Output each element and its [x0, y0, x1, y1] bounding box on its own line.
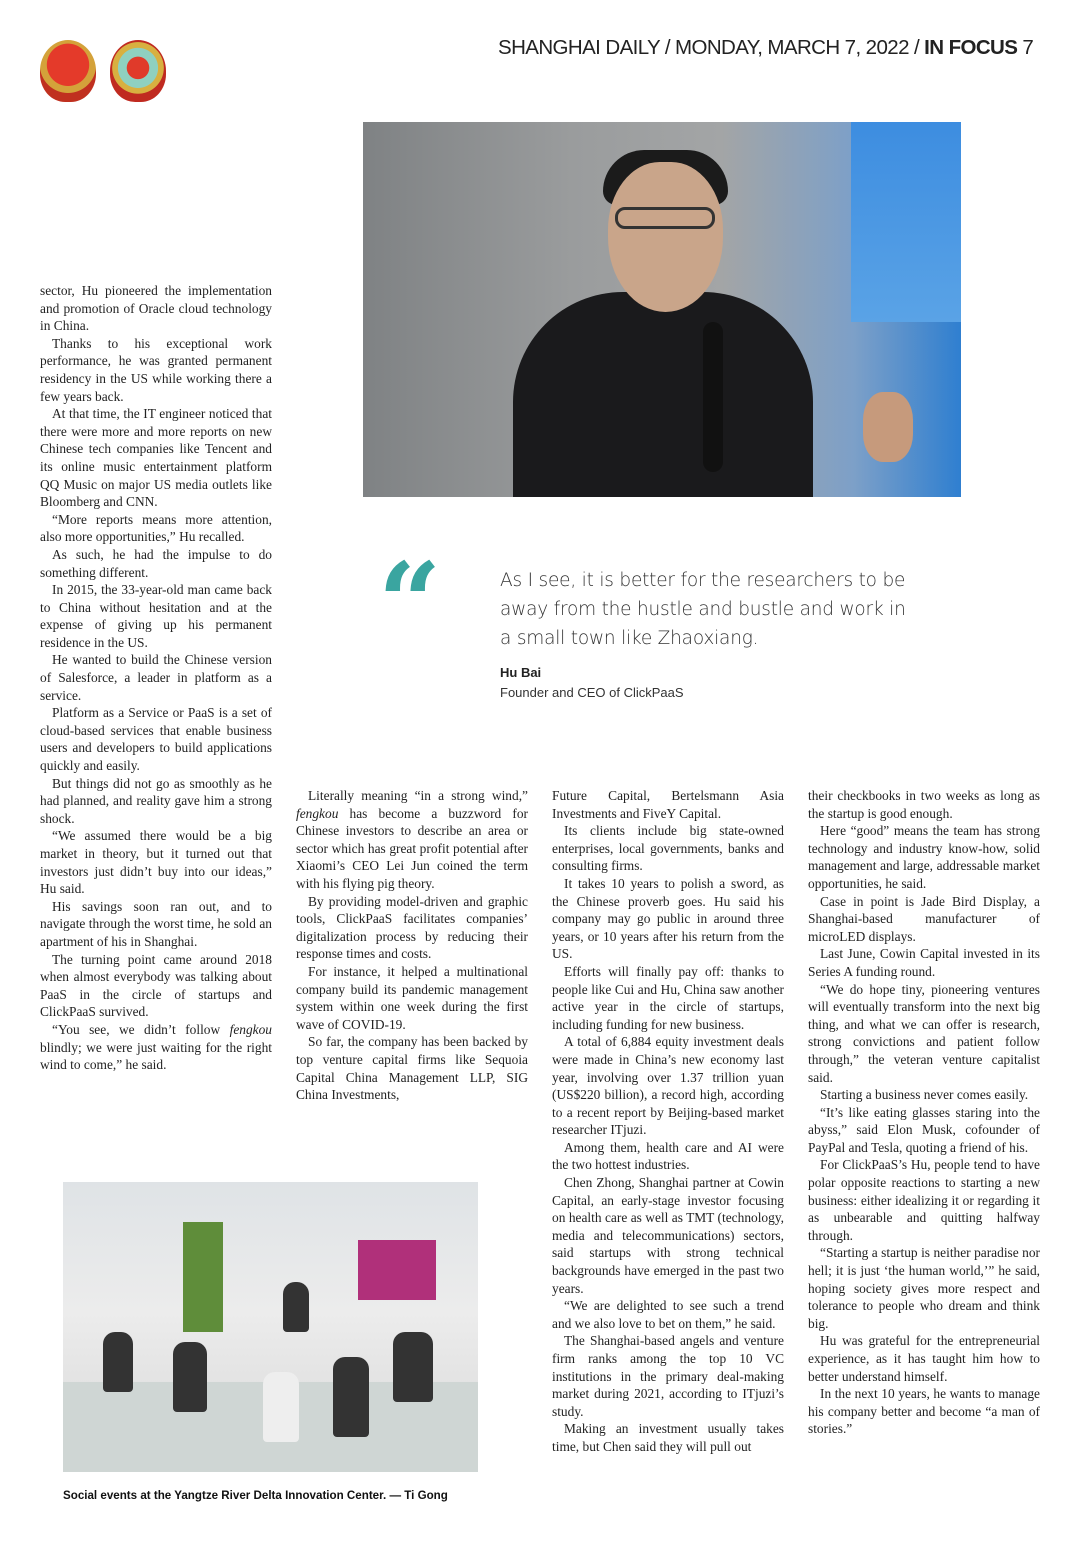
paragraph-text: Here “good” means the team has strong technology and industry know-how, solid management and large, addressable market opportunities, he said. [808, 823, 1040, 891]
photo-caption: Social events at the Yangtze River Delta Innovation Center. — Ti Gong [63, 1489, 448, 1502]
article-paragraph [552, 963, 784, 1033]
speaker-photo [363, 122, 961, 497]
paragraph-text: Starting a business never comes easily. [820, 1087, 1029, 1103]
article-paragraph [40, 335, 272, 405]
paragraph-text: sector, Hu pioneered the implementation and promotion of Oracle cloud technology in China. [40, 283, 272, 334]
article-column-4 [808, 787, 1040, 1438]
article-paragraph [552, 1420, 784, 1455]
article-paragraph [40, 651, 272, 704]
article-paragraph [296, 963, 528, 1033]
paragraph-text: Future Capital, Bertelsmann Asia Investments and FiveY Capital. [552, 788, 784, 821]
article-paragraph [808, 1086, 1040, 1104]
article-column-3 [552, 787, 784, 1456]
paragraph-text: “We are delighted to see such a trend and we also love to bet on them,” he said. [552, 1298, 784, 1331]
page-header [498, 36, 1033, 60]
italic-term: fengkou [229, 1021, 272, 1037]
paragraph-text: “We assumed there would be a big market in theory, but it turned out that investors just didn’t buy into our ideas,” Hu said. [40, 828, 272, 897]
article-paragraph [808, 893, 1040, 946]
paragraph-text: “More reports means more attention, also more opportunities,” Hu recalled. [40, 511, 272, 545]
paragraph-text: Among them, health care and AI were the two hottest industries. [552, 1139, 784, 1173]
article-paragraph [40, 827, 272, 897]
paragraph-text: Hu was grateful for the entrepreneurial experience, as it has taught him how to better understand himself. [808, 1333, 1040, 1384]
paragraph-text: A total of 6,884 equity investment deals were made in China’s new economy last year, involving over 1.37 trillion yuan (US$220 billion), a record high, according to a recent report by Beijing-based market researcher ITjuzi. [552, 1034, 784, 1138]
article-paragraph [296, 1033, 528, 1103]
article-paragraph [552, 1139, 784, 1174]
article-paragraph [40, 405, 272, 511]
paragraph-text: Last June, Cowin Capital invested in its Series A funding round. [808, 946, 1040, 979]
paragraph-text: has become a buzzword for Chinese investors to describe an area or sector which has great profit potential after Xiaomi’s CEO Lei Jun coined the term with his flying pig theory. [296, 805, 528, 891]
article-paragraph [808, 822, 1040, 892]
article-paragraph [552, 875, 784, 963]
article-column-1 [40, 282, 272, 1074]
paragraph-text: As such, he had the impulse to do something different. [40, 546, 272, 580]
paragraph-text: But things did not go as smoothly as he had planned, and reality gave him a strong shock. [40, 775, 272, 826]
paragraph-text: In the next 10 years, he wants to manage his company better and become “a man of stories.” [808, 1386, 1040, 1437]
article-paragraph [296, 893, 528, 963]
paragraph-text: Literally meaning “in a strong wind,” [308, 788, 528, 803]
article-paragraph [40, 898, 272, 951]
article-paragraph [40, 1021, 272, 1074]
paragraph-text: “Starting a startup is neither paradise nor hell; it is just ‘the human world,’” he said, hoping society gives more respect and tolerance to people who dream and think big. [808, 1245, 1040, 1331]
paragraph-text: Platform as a Service or PaaS is a set of cloud-based services that enable business users and developers to build applications quickly and easily. [40, 705, 272, 774]
header-page-number: 7 [1017, 36, 1034, 59]
article-paragraph [40, 282, 272, 335]
quote-mark-icon: “ [378, 538, 442, 667]
paragraph-text: Efforts will finally pay off: thanks to people like Cui and Hu, China saw another active year in the circle of startups, including funding for new business. [552, 963, 784, 1032]
cppcc-emblem-logo [110, 40, 166, 102]
paragraph-text: At that time, the IT engineer noticed that there were more and more reports on new Chinese tech companies like Tencent and its online music entertainment platform QQ Music on major US media outlets like Bloomberg and CNN. [40, 406, 272, 510]
article-paragraph [40, 546, 272, 581]
header-publication-date: SHANGHAI DAILY / MONDAY, MARCH 7, 2022 / [498, 36, 925, 59]
paragraph-text: Case in point is Jade Bird Display, a Shanghai-based manufacturer of microLED displays. [808, 893, 1040, 944]
paragraph-text: Thanks to his exceptional work performance, he was granted permanent residency in the US while working there a few years back. [40, 335, 272, 404]
pull-quote-text: As I see, it is better for the researchers to be away from the hustle and bustle and work in a small town like Zhaoxiang. [500, 570, 906, 649]
article-paragraph [552, 822, 784, 875]
article-paragraph [40, 581, 272, 651]
paragraph-text: their checkbooks in two weeks as long as the startup is good enough. [808, 788, 1040, 821]
paragraph-text: “You see, we didn’t follow [52, 1021, 230, 1037]
paragraph-text: For ClickPaaS’s Hu, people tend to have polar opposite reactions to starting a new business: either idealizing it or regarding it as unbearable and quitting halfway through. [808, 1157, 1040, 1243]
article-paragraph [552, 1033, 784, 1139]
article-paragraph [808, 981, 1040, 1087]
article-column-2 [296, 787, 528, 1104]
paragraph-text: “It’s like eating glasses staring into the abyss,” said Elon Musk, cofounder of PayPal and Tesla, quoting a friend of his. [808, 1104, 1040, 1155]
paragraph-text: The turning point came around 2018 when almost everybody was talking about PaaS in the circle of startups and ClickPaaS survived. [40, 951, 272, 1020]
paragraph-text: So far, the company has been backed by top venture capital firms like Sequoia Capital China Management LLP, SIG China Investments, [296, 1034, 528, 1103]
paragraph-text: The Shanghai-based angels and venture firm ranks among the top 10 VC institutions in the primary deal-making market during 2021, according to ITjuzi’s study. [552, 1333, 784, 1419]
national-emblem-logo [40, 40, 96, 102]
paragraph-text: By providing model-driven and graphic tools, ClickPaaS facilitates companies’ digitalization process by reducing their response times and costs. [296, 893, 528, 962]
article-paragraph [296, 787, 528, 893]
article-paragraph [40, 951, 272, 1021]
paragraph-text: Chen Zhong, Shanghai partner at Cowin Capital, an early-stage investor focusing on health care as well as TMT (technology, media and telecommunications) sectors, said startups with strong technical backgrounds have emerged in the past two years. [552, 1175, 784, 1296]
paragraph-text: In 2015, the 33-year-old man came back to China without hesitation and at the expense of giving up his permanent residence in the US. [40, 582, 272, 650]
article-paragraph [808, 1385, 1040, 1438]
article-paragraph [552, 787, 784, 822]
paragraph-text: blindly; we were just waiting for the right wind to come,” he said. [40, 1039, 272, 1073]
article-paragraph [808, 1332, 1040, 1385]
pull-quote-name: Hu Bai [500, 665, 542, 680]
article-paragraph [40, 775, 272, 828]
article-paragraph [808, 1244, 1040, 1332]
pull-quote-role: Founder and CEO of ClickPaaS [500, 685, 684, 700]
article-paragraph [552, 1297, 784, 1332]
paragraph-text: It takes 10 years to polish a sword, as the Chinese proverb goes. Hu said his company may go public in around three years, or 10 years after his return from the US. [552, 875, 784, 962]
article-paragraph [40, 511, 272, 546]
article-paragraph [808, 945, 1040, 980]
paragraph-text: “We do hope tiny, pioneering ventures will eventually transform into the next big thing, and what we can offer is research, strong convictions and patient follow through,” the veteran venture capitalist said. [808, 981, 1040, 1085]
article-paragraph [552, 1332, 784, 1420]
event-photo [63, 1182, 478, 1472]
header-section: IN FOCUS [924, 36, 1018, 59]
article-paragraph [808, 1104, 1040, 1157]
paragraph-text: He wanted to build the Chinese version of Salesforce, a leader in platform as a service. [40, 652, 272, 703]
article-paragraph [552, 1174, 784, 1297]
italic-term: fengkou [296, 805, 339, 821]
article-paragraph [808, 1156, 1040, 1244]
paragraph-text: Its clients include big state-owned enterprises, local governments, banks and consulting firms. [552, 823, 784, 874]
paragraph-text: His savings soon ran out, and to navigate through the worst time, he sold an apartment of his in Shanghai. [40, 898, 272, 949]
paragraph-text: For instance, it helped a multinational company build its pandemic management system within one week during the first wave of COVID-19. [296, 963, 528, 1032]
article-paragraph [40, 704, 272, 774]
paragraph-text: Making an investment usually takes time, but Chen said they will pull out [552, 1421, 784, 1454]
article-paragraph [808, 787, 1040, 822]
